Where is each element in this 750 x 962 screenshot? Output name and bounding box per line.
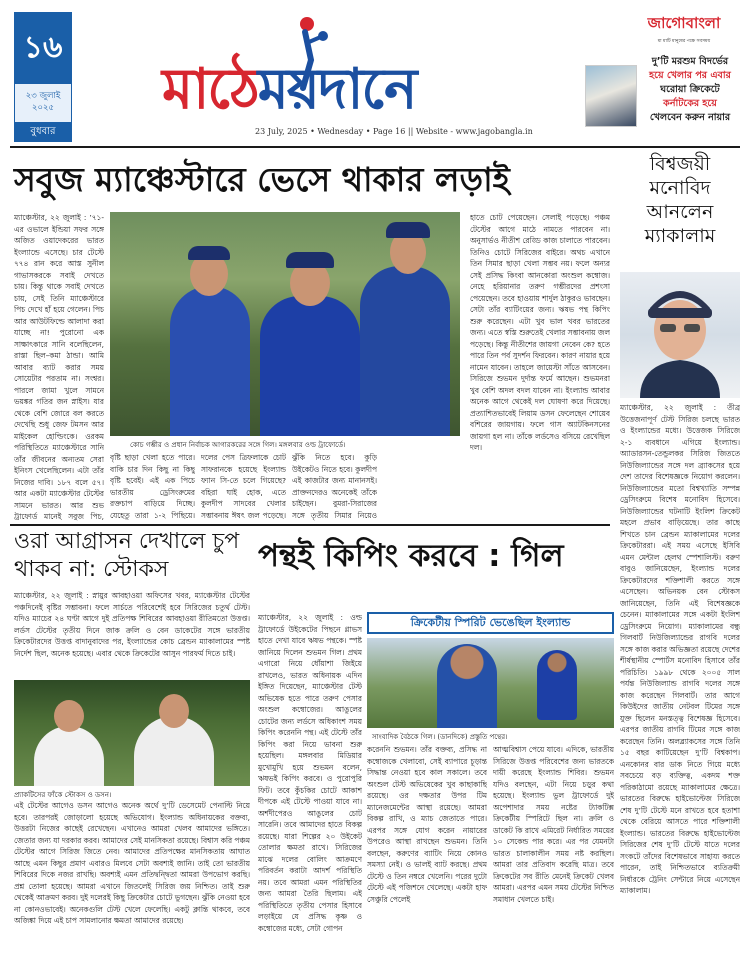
gill-photo: [367, 638, 614, 728]
dateline: 23 July, 2025 • Wednesday • Page 16 || Website - www.jagobangla.in: [255, 127, 533, 136]
brand-tagline: মা মাটি মানুষের পক্ষে সবসময়: [657, 39, 711, 44]
page-number-box: [14, 12, 72, 142]
stokes-photo-caption: প্র্যাকটিসের ফাঁকে স্টোকস ও ডসন।: [14, 791, 112, 799]
masthead-divider: [10, 146, 740, 148]
promo-line-5: খেলবেন করুন নায়ার: [649, 112, 731, 123]
stokes-headline: ওরা আগ্রাসন দেখালে চুপ থাকব না: স্টোকস: [14, 529, 240, 582]
promo-line-4: কর্নাটকের হয়ে: [663, 98, 717, 109]
main-story-photo: [110, 212, 460, 436]
stokes-story-bottom: এই টেস্টের আগেও ডসন আগেও অনেক অর্থে দু’টি ডেসেমেট পেনাল্টি নিয়ে হবে। তারপরই জোড়ালো হয়েছে অভিযোগ। ইংল্যান্ড অধিনায়কের বক্তব্য, উত্তরটা নিজের কাছেই রেখেছেন। এখানেও আমরা খেলব আমাদের ভঙ্গিতে। জেতার জন্য যা দরকার করব। আমাদের সেই মানসিকতা রয়েছে। বিশ্বাস করি পঞ্চম টেস্টের আগে সিরিজ জিতে নেব। আমাদের প্রতিপক্ষের মানসিকতায় আঘাত আছে এমন কিছুর প্রমাণ এবারও মিলবে সেটা অবশ্যই জানি। তাই তো ভারতীয় শিবিরের দিকে নজর রাখছি। অবশ্যই এমন প্রতিদ্বন্দ্বিতা আমরা উপভোগ করছি। প্রশ্ন তোলা হয়েছে। আমরা এখানে জিতলেই সিরিজ জয় নিশ্চিত। তাই শুরু থেকেই আক্রমণ করব। দুই দলেরই কিছু ক্রিকেটার চোটে ভুগছেন। ঝুঁকি নেওয়া হবে না কোনওভাবেই। অনেকগুলি টেস্ট খেলে ফেলেছি। একটু ক্লান্তি থাকবে, তবে অজিঙ্কা দিয়ে এই চাপ সামলানোর ক্ষমতা আমাদের রয়েছে।: [14, 801, 250, 925]
row-divider: [10, 524, 610, 526]
main-story-col-2: বৃষ্টি ছাড়া খেলা হতে পারে। বাকি চার দিন কিছু না কিছু বৃষ্টি হবেই। এই এক পিচে ভারতীয় ড্রেসিংরুমের রক্তচাপ বাড়িয়ে দিচ্ছে। যেহেতু তারা ১-২ পিছিয়ে।: [110, 453, 195, 520]
promo-teaser: [640, 55, 740, 125]
section-title-part2: ময়দানে: [257, 57, 416, 122]
stokes-photo: [14, 680, 250, 786]
side-story-text-extra: ভারতের বিরুদ্ধে হাইভোল্টেজ সিরিজের শেষ দু’টি টেস্টে যাতে দলের সংকটে তাঁদের বিশেষভাবে সাহায্য করতে পারেন, তাই নিশ্চিতভাবে ব্যতিক্রমী নির্ধারকে ট্রেনিং সেন্টারে নিয়ে এসেছেন ম্যাকালাম।: [620, 828, 740, 895]
gill-headline: পন্থই কিপিং করবে : গিল: [258, 538, 564, 574]
main-story-col-1: ম্যাঞ্চেস্টার, ২২ জুলাই : ’৭১-এর ওভালে ইন্ডিয়া সফর সঙ্গে অজিত ওয়াদেকরের ভারত ইংল্যান্ডে এসেছে। চার টেস্টে ৭৭৪ রান করে আস্ত সুনীল গাভাসকরকে সবাই দেখতে চায়। কিন্তু থাকে সবাই দেখতে চায়, সেই তিনি ম্যাঞ্চেস্টারে পিচ দেখে হাঁ হয়ে গেলেন। পিচ আর আউটফিল্ডে আলাদা করা যাচ্ছে না! পুরোনো এক সাক্ষাৎকারে সানি বলেছিলেন, রাস্তা ছিল–কমা ঠান্ডা। আমি আবার ব্যাট করার সময় সোয়েটার পরতাম না। সংশ্বর। পারলে জামা খুলে সামনে ভয়ঙ্কর গতির জন স্নাইস। যার থেকে বেশি জোরে বল করতে দেখেছি শুধু জেফ টমসন আর মাইকেল হোল্ডিংকে। ওরকম পরিস্থিতিতে ম্যাঞ্চেস্টারে সানি তাঁর জীবনের অন্যতম সেরা ইনিংস খেলেছিলেন। এটা তাঁর নিজের দাবি। ১৮৭ বলে ৫৭। আর একটা ম্যাঞ্চেস্টার টেস্টের সামনে ভারত। আর শুভ ট্রাফোর্ড মানেই সবুজ পিচ,: [14, 213, 104, 521]
main-story-col-5: হাতে চোট পেয়েছেন। সেলাই পড়েছে। পঞ্চম টেস্টের আগে মাঠে নামতে পারবেন না। অনুসার্ভও নীতীশ রেড্ডি কাজ চালাতে পারবেন। তিনিও চোটে সিরিজের বাইরে। অথচ এখানে তিন সিমার ছাড়া খেলা সম্ভব নয়। ফলে অন্যর সেই প্রসিদ্ধ কিংবা আনকোরা অংশুল কম্বোজ। নেহে হরিয়ানার তরুণ গম্ভীরদের প্রশংসা পেয়েছেন। তবে হাওয়ায় শার্দুল ঠাকুরও ভাবছেন। সেটা তাঁর ব্যাটিংয়ের জন্য। ঋষভ পন্থ কিপিং শুরু করেছেন। এটা খুব ভাল খবর ভারতের জন্য। এতে স্বস্তি শুরুতেই খেলার সম্ভাবনায় জল পড়েছে। কিন্তু নীতীশের জায়গা নেবেন কে? হতে পারে তিন পর্ব সুদর্শন ফিরবেন। কারণ নায়ার হয়ে নামেন যাবেন। তাহলে জায়েস্টা সাঁতে আসবেন। সিরিজে শুভমন দুর্দান্ত ফর্মে আছেন। শুভমনরা খুব বেশি অদল বদল যাবেন না। ইংল্যান্ড আবার অনেক আগে থেকেই দল ঘোষণা করে দিয়েছে। প্রত্যাশিতভাবেই লিয়াম ডসন ফেলেছেন শোয়েব বশিরের জায়গায়। ফলে গাস অ্যাটকিনসনের জায়গা হল না। তাঁকে লর্ডসেও বসিয়ে রেখেছিল দল।: [470, 213, 610, 452]
gill-subhead: ক্রিকেটীয় স্পিরিট ভেঙেছিল ইংল্যান্ড: [367, 612, 614, 634]
side-story-body: [620, 402, 740, 958]
promo-line-3: ঘরোয়া ক্রিকেটে: [660, 84, 720, 95]
stokes-story-lead: ম্যাঞ্চেস্টার, ২২ জুলাই : স্নায়ুর আবহাওয়া অফিসের খবর, ম্যাঞ্চেস্টার টেস্টের পঞ্চদিনেই বৃষ্টির সম্ভাবনা। ফলে সার্চতে পরিবেশেই হবে সিরিজের চতুর্থ টেস্ট। যদিও ম্যাচের ২৪ ঘণ্টা আগে দুই প্রতিপক্ষ শিবিরের আবহাওয়া রীতিমতো উত্তপ্ত। লর্ডস টেস্টের তৃতীয় দিনে জাক ক্রলি ও বেন ডাকেটের সঙ্গে ভারতীয় ক্রিকেটারদের উত্তপ্ত বাদানুবাদের পর, ইংল্যান্ডের কোচ ব্রেন্ডন ম্যাকালামের স্পষ্ট নির্দেশ ছিল, অনেক হয়েছে। এবার থেকে ক্রিকেটের আসুন পারফর্ম দিতে চাই।: [14, 591, 250, 658]
section-title-part1: মাঠে: [162, 57, 258, 122]
page-date-year: ২০২৫: [31, 103, 55, 113]
promo-line-1: দু’টি মরশুম বিদর্ভের: [651, 56, 729, 67]
side-story-text: ম্যাঞ্চেস্টার, ২২ জুলাই : তীব্র উত্তেজনাপূর্ণ টেস্ট সিরিজ চলছে ভারত ও ইংল্যান্ডের মধ্যে। উত্তেজক সিরিজে ২-১ ব্যবধানে এগিয়ে ইংল্যান্ড। অ্যাডারসন-তেন্ডুলকর সিরিজ জিততে নিউজিল্যান্ডের সঙ্গে দল ব্র্যাকসের হয়ে দেশ তাদের বিশেষজ্ঞকে নিয়োগ করলেন। নিউজিল্যান্ডের মতো বিশ্বখ্যাতি সম্পন্ন ড্রেসিংরুমে বিশেষ মনোবিদ হিসেবে। নিউজিল্যান্ডের ঘটনাটি ইংলিশ ক্রিকেট মহলে প্রভাব বাড়িয়েছে। তার কাছে শিখতে চান ব্রেন্ডন ম্যাকালামের দলের ক্রিকেটাররা। এই সময় এসেছে ইসিবি এমন মেন্টাল হেলথ স্পেশালিস্ট। বরুণ বাবুও জানিয়েছেন, ইংল্যান্ড দলের ক্রিকেটারদের শক্তিশালী করতে সঙ্গে এসেছেন। অভিনয়ক বেন স্টোকস জানিয়েছেন, তিনি এই বিশেষজ্ঞকে চেনেন। ম্যাকালামের সঙ্গে একটা ইংলিশ ড্রেসিংরুমে নিয়োগ। ম্যাকালামের বন্ধু গিলবার্ট নিউজিল্যান্ডের রাগবি দলের সঙ্গে কাজ করার অভিজ্ঞতা রয়েছে দেশের শীর্ষস্থানীয় স্পোর্টস মনোবিদ হিসাবে তাঁর পরিচিতি। ১৯৯৮ থেকে ২০০৫ সাল পর্যন্ত নিউজিল্যান্ড রাগবি দলের সঙ্গে কাজ করেছেন গিলবার্ট। তার আগে কিউইদের জাতীয় নেটবল টিমের সঙ্গে যুক্ত ছিলেন মনস্তত্ত্ব বিশেষজ্ঞ হিসেবে। এরপর জাতীয় রাগবি টিমের সঙ্গে কাজ করেছেন তিনি। অলব্ল্যাকসের সঙ্গে তিনি ১৫ বছর কাটিয়েছেন দু’টি বিশ্বকাপ। এনকোনর বার ডাক নিতে গিয়ে মধ্যে সবচেয়ে বড় ব্যক্তিত্ব, একদম শক্ত পরিকাঠামো রয়েছে ম্যাকালামের ক্ষেত্রে। ভারতের বিরুদ্ধে হাইভোল্টেজ সিরিজে শেষ দু’টি টেস্টে মনে রাখতে হবে হতাশা থেকে বেরিয়ে আসতে পারে শক্তিশালী ইংল্যান্ড।: [620, 403, 740, 838]
gill-story-col-2: করেননি শুভমন। তাঁর বক্তব্য, প্রসিদ্ধ না কম্বোজকে খেলাবো, সেই ব্যাপারে চূড়ান্ত সিদ্ধান্ত নেওয়া হবে কাল সকালে। তবে অংশুল টেস্ট অভিষেকের খুব কাছাকাছি রয়েছে। ওর দক্ষতার উপর টিম ম্যানেজমেন্টের আস্থা রয়েছে। আমরা বিকল্প রাখি, ও ম্যাচ জেতাতে পারে। এরপর সঙ্গে যোগ করেন নায়ারের উপরেও আস্থা রাখছেন শুভমন। তিনি বলছেন, করুণের ব্যাটিং নিয়ে কোনও সমস্যা নেই। ও ভালই ব্যাট করছে। প্রথম টেস্টে ও তিন নম্বরে খেলেনি। পরের দুটো টেস্টে এই পজিশনে খেলেছে। একটা হাফ সেঞ্চুরি পেলেই: [367, 745, 487, 904]
brand-name: জাগোবাংলা: [647, 14, 721, 32]
section-logo: [162, 16, 562, 122]
main-story-col-3: দলের পেস ত্রিফলাকে চোট সাফরানকে হয়েছে ইংল্যান্ড ফ্যান সি-তে চলে গিয়েছে? বহিরা ঘাই হোক, এতে কুলদীপ সাদবের খেলার সম্ভাবনায় ঈষৎ জল পড়েছে।: [201, 453, 286, 520]
gill-photo-caption: সাংবাদিক বৈঠকে গিল। (ডানদিকে) প্রস্তুতি পন্থের।: [372, 733, 508, 741]
side-headline: বিশ্বজয়ী মনোবিদ আনলেন ম্যাকালাম: [644, 153, 716, 247]
promo-photo: [585, 65, 637, 127]
side-story-photo: [620, 272, 740, 398]
page-date: [14, 84, 72, 122]
gill-story-col-3: আত্মবিশ্বাস পেয়ে যাবে। এদিকে, ভারতীয় সিরিজে উত্তপ্ত পরিবেশের জন্য ভারতকে দায়ী করেছে ইংল্যান্ড শিবির। শুভমন যদিও বলছেন, এটা নিয়ে চড়ুর কথা হয়েছে। ইংল্যান্ড ভুল ট্রাফোর্ডে দুই অপেশাদার সময় নষ্টের ট্যাকটিক্স ক্রিকেটীয় স্পিরিটে ছিল না। ক্রলি ও ডাকেট কি রাখে এমিরেট নির্ধারিত সময়ের ১০ সেকেন্ড পার করে। এর পর যেমনটা ভারত চালাকালীন সময় নষ্ট করছিল। আমরা তার প্রতিবাদ করেছি মাত্র। তবে ক্রিকেটের সব রীতি মেনেই ক্রিকেট খেলব আমরা। এরপর এমন সময় টেস্টের নিশ্চিত সমাধান খেলতে চাই।: [493, 745, 614, 904]
page-number: ১৬: [14, 12, 72, 84]
page-date-day-month: ২৩ জুলাই: [25, 91, 61, 101]
main-photo-caption: কোচ গম্ভীর ও প্রধান নির্বাচক আগারকরের সঙ্গে গিল। মঙ্গলবার ওল্ড ট্রাফোর্ডে।: [130, 441, 346, 449]
brand-logo: [630, 12, 738, 45]
page-weekday: বুধবার: [14, 122, 72, 142]
gill-story-col-1: ম্যাঞ্চেস্টার, ২২ জুলাই : ওল্ড ট্রাফোর্ডে উইকেটের পিছনে গ্লাভস হাতে দেখা যাবে ঋষভ পন্থকে। স্পষ্ট জানিয়ে দিলেন শুভমন গিল। প্রথম এগারো নিয়ে ধোঁয়াশা জিইয়ে রাখলেও, ভারত অধিনায়ক এদিন ইঙ্গিত দিয়েছেন, ম্যাঞ্চেস্টার টেস্ট অভিষেক হতে পারে তরুণ পেসার অংশুল কম্বোজের। আঙুলের চোটের জন্য লর্ডসে অধিকাংশ সময় কিপিং করেননি পন্থ। এই টেস্টে তাঁর কিপিং করা নিয়ে ভাবনা শুরু হয়েছিল। মঙ্গলবার মিডিয়ার মুখোমুখি হয়ে শুভমন বলেন, ঋষভই কিপিং করবে। ও পুরোপুরি ফিট। তবে কুঁচকির চোটে আকাশ দীপকে এই টেস্টে পাওয়া যাবে না। অর্শদীপেরও আঙুলের চোট সারেনি। তবে আমাদের হাতে বিকল্প রয়েছে। যারা শিল্পের ২০ উইকেট তোলার ক্ষমতা রাখে। সিরিজের মাঝে দলের বোলিং আক্রমণে পরিবর্তন করাটা আদর্শ পরিস্থিতি নয়। তবে আমরা এমন পরিস্থিতির জন্য আমরা তৈরি ছিলাম। এই পরিস্থিতিতে তৃতীয় পেসার হিসাবে লড়াইয়ে যে প্রসিদ্ধ কৃষ্ণ ও কম্বোজের মধ্যে, সেটা গোপন: [258, 613, 362, 933]
mccullum-portrait-icon: [620, 272, 740, 398]
main-story-col-4: ঝুঁকি নিতে হবে। কুড়ি উইকেটও নিতে হবে। কুলদীপ এই কাজটার জন্য মানানসই। প্রাক্তনদেরও অনেকেই তাঁকে চাইছেন। বুমরা-সিরাজের সঙ্গে তৃতীয় সিমার নিয়েও: [292, 453, 377, 520]
section-title: [162, 46, 415, 140]
promo-line-2: হয়ে খেলার পর এবার: [649, 70, 731, 81]
main-headline: সবুজ ম্যাঞ্চেস্টারে ভেসে থাকার লড়াই: [14, 160, 510, 199]
